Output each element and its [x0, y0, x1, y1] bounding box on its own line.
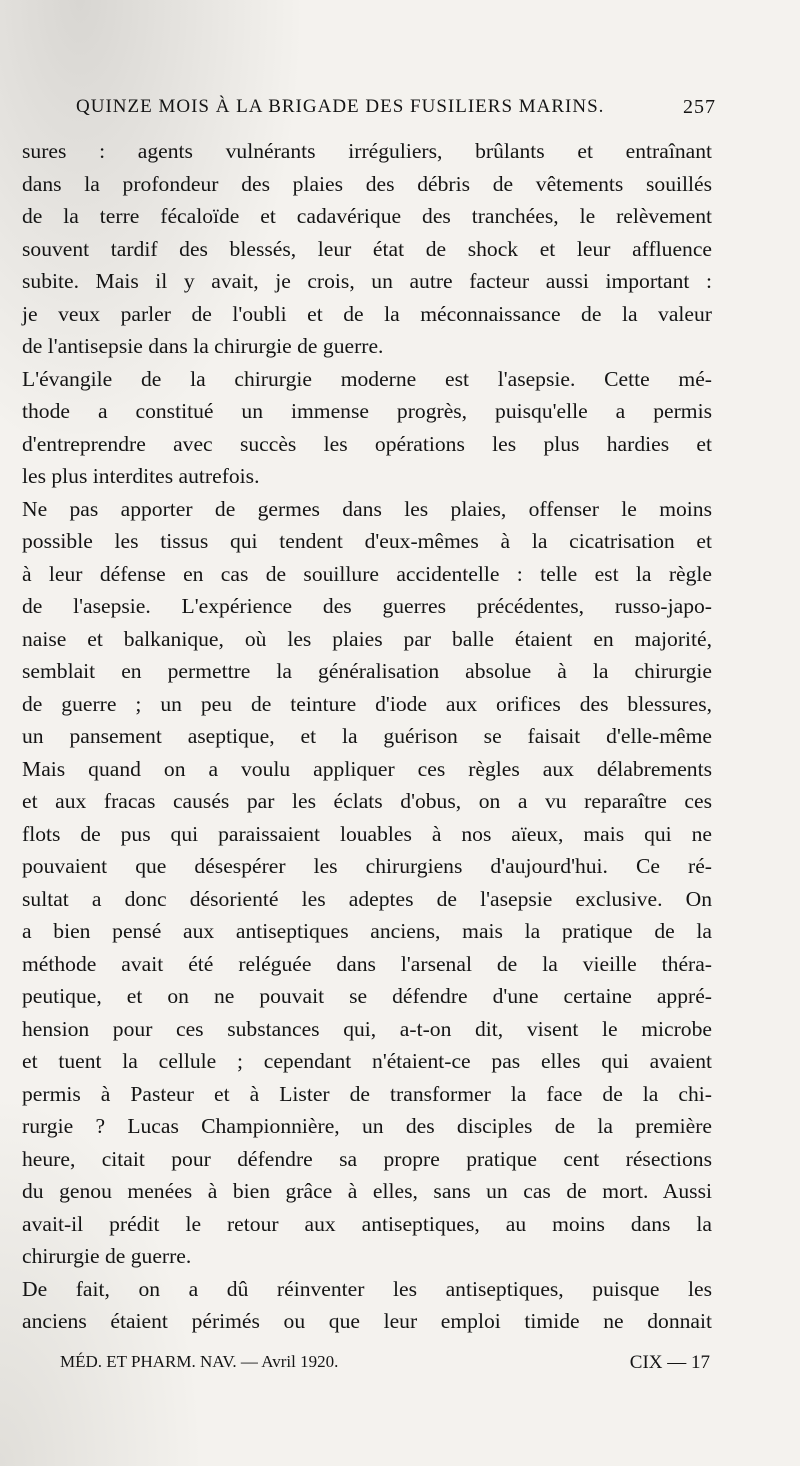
- text-line: et tuent la cellule ; cependant n'étaient-ce pas elles qui avaient: [22, 1049, 712, 1073]
- text-line: subite. Mais il y avait, je crois, un autre facteur aussi important :: [22, 269, 712, 293]
- text-line: De fait, on a dû réinventer les antiseptiques, puisque les: [22, 1276, 712, 1301]
- text-line: permis à Pasteur et à Lister de transformer la face de la chi-: [22, 1081, 712, 1106]
- text-line: dans la profondeur des plaies des débris de vêtements souillés: [22, 171, 712, 196]
- text-line: méthode avait été reléguée dans l'arsenal de la vieille théra-: [22, 951, 712, 976]
- text-line: les plus interdites autrefois.: [22, 464, 260, 488]
- text-line: possible les tissus qui tendent d'eux-mêmes à la cicatrisation et: [22, 529, 712, 553]
- text-line: hension pour ces substances qui, a-t-on dit, visent le microbe: [22, 1016, 712, 1041]
- text-line: rurgie ? Lucas Championnière, un des disciples de la première: [22, 1114, 712, 1138]
- text-line: de la terre fécaloïde et cadavérique des tranchées, le relèvement: [22, 204, 712, 228]
- journal-footer: MÉD. ET PHARM. NAV. — Avril 1920.: [60, 1352, 339, 1371]
- running-title: QUINZE MOIS À LA BRIGADE DES FUSILIERS MARINS.: [76, 96, 605, 117]
- text-line: a bien pensé aux antiseptiques anciens, mais la pratique de la: [22, 919, 712, 943]
- text-line: de l'asepsie. L'expérience des guerres précédentes, russo-japo-: [22, 594, 712, 618]
- page-number: 257: [683, 96, 716, 118]
- text-line: du genou menées à bien grâce à elles, sans un cas de mort. Aussi: [22, 1179, 712, 1203]
- text-line: de l'antisepsie dans la chirurgie de guerre.: [22, 334, 384, 358]
- text-line: d'entreprendre avec succès les opérations les plus hardies et: [22, 431, 712, 456]
- text-line: flots de pus qui paraissaient louables à nos aïeux, mais qui ne: [22, 821, 712, 846]
- text-line: Mais quand on a voulu appliquer ces règles aux délabrements: [22, 756, 712, 781]
- text-line: à leur défense en cas de souillure accidentelle : telle est la règle: [22, 561, 712, 586]
- text-line: sultat a donc désorienté les adeptes de l'asepsie exclusive. On: [22, 886, 712, 911]
- page-footer: [60, 1352, 720, 1382]
- text-line: L'évangile de la chirurgie moderne est l'asepsie. Cette mé-: [22, 366, 712, 391]
- body-text: [22, 135, 712, 1338]
- text-line: peutique, et on ne pouvait se défendre d'une certaine appré-: [22, 984, 712, 1008]
- text-line: naise et balkanique, où les plaies par balle étaient en majorité,: [22, 626, 712, 651]
- running-header: [76, 96, 716, 126]
- text-line: pouvaient que désespérer les chirurgiens d'aujourd'hui. Ce ré-: [22, 854, 712, 878]
- text-line: je veux parler de l'oubli et de la méconnaissance de la valeur: [22, 301, 712, 326]
- text-line: et aux fracas causés par les éclats d'obus, on a vu reparaître ces: [22, 789, 712, 813]
- text-line: chirurgie de guerre.: [22, 1244, 192, 1268]
- text-line: souvent tardif des blessés, leur état de shock et leur affluence: [22, 236, 712, 261]
- text-line: semblait en permettre la généralisation absolue à la chirurgie: [22, 659, 712, 683]
- text-line: Ne pas apporter de germes dans les plaies, offenser le moins: [22, 496, 712, 521]
- text-line: heure, citait pour défendre sa propre pratique cent résections: [22, 1146, 712, 1171]
- text-line: thode a constitué un immense progrès, puisqu'elle a permis: [22, 399, 712, 423]
- text-line: un pansement aseptique, et la guérison se faisait d'elle-même: [22, 724, 712, 748]
- text-line: avait-il prédit le retour aux antiseptiques, au moins dans la: [22, 1211, 712, 1236]
- text-line: sures : agents vulnérants irréguliers, brûlants et entraînant: [22, 139, 712, 163]
- signature-mark: CIX — 17: [629, 1352, 710, 1373]
- text-line: anciens étaient périmés ou que leur emploi timide ne donnait: [22, 1309, 712, 1333]
- text-line: de guerre ; un peu de teinture d'iode aux orifices des blessures,: [22, 691, 712, 716]
